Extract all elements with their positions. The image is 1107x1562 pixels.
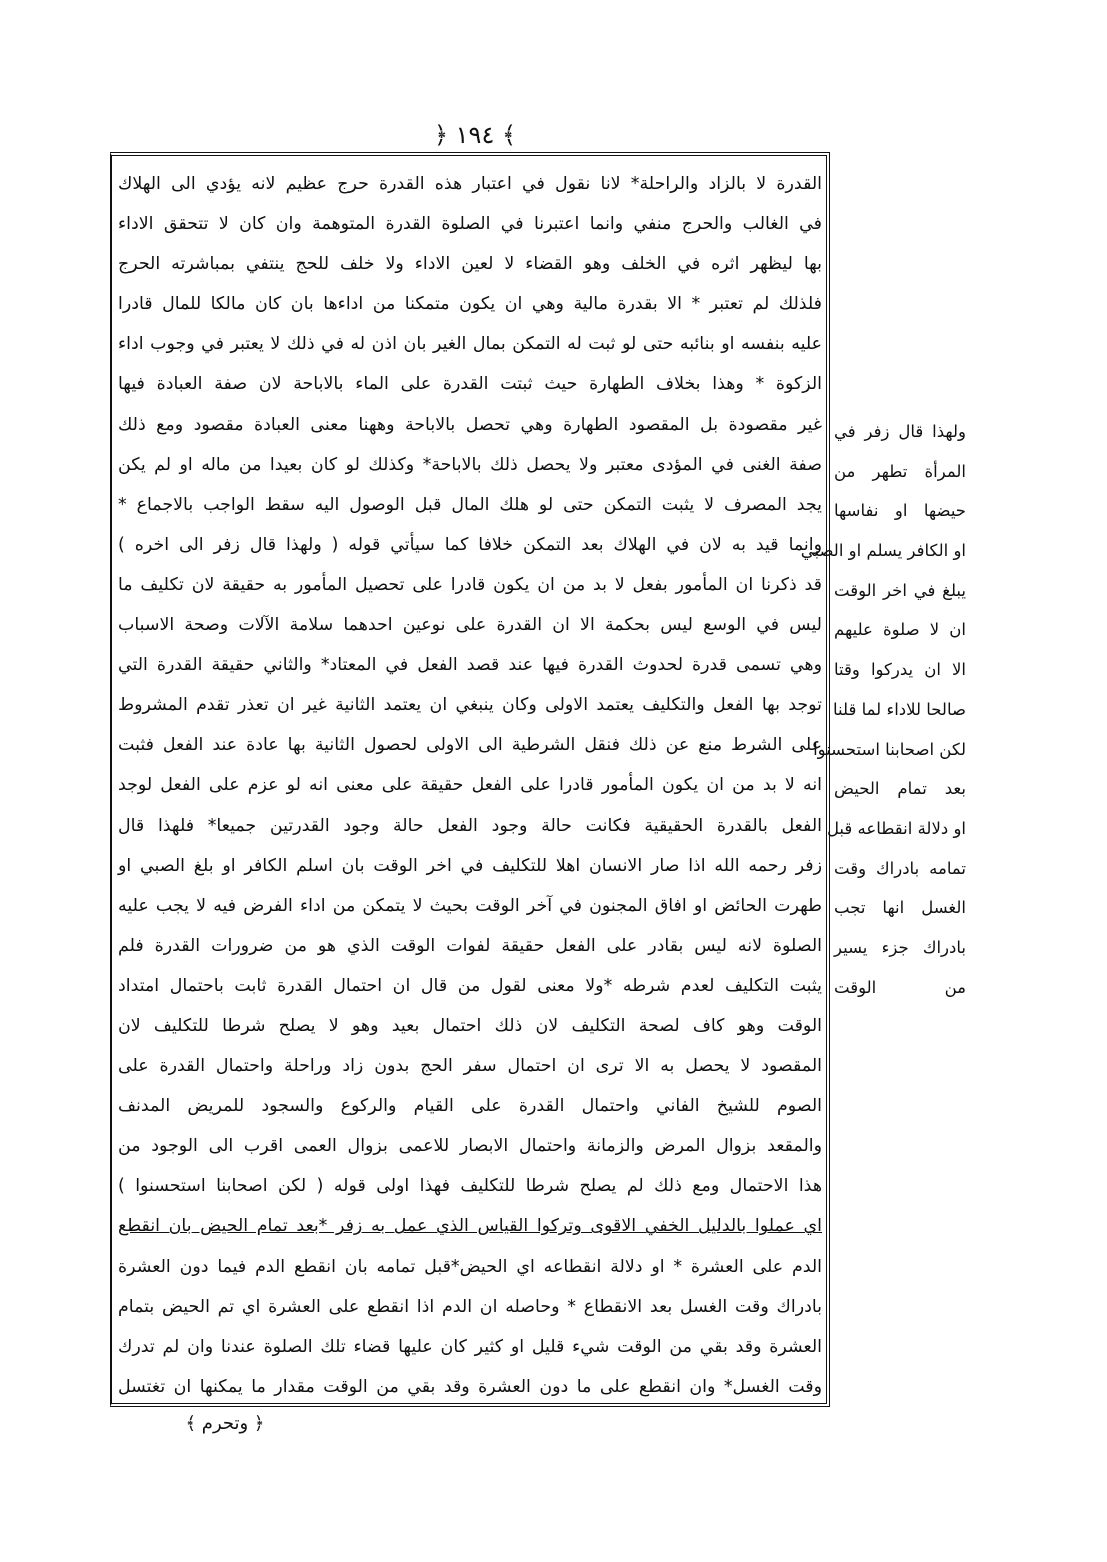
text-line: القدرة لا بالزاد والراحلة* لانا نقول في اعتبار هذه القدرة حرج عظيم لانه يؤدي الى الهلاك bbox=[118, 174, 822, 194]
text-line: ليس في الوسع ليس بحكمة الا ان القدرة على نوعين احدهما سلامة الآلات وصحة الاسباب bbox=[118, 615, 822, 636]
text-line: بها ليظهر اثره في الخلف وهو القضاء لا لعين الاداء ولا خلف للحج ينتفي بمباشرته الحرج bbox=[118, 254, 822, 275]
text-line: الزكوة * وهذا بخلاف الطهارة حيث ثبتت القدرة على الماء بالاباحة لان صفة العبادة فيها bbox=[118, 374, 822, 395]
margin-note-line: ان لا صلوة عليهم bbox=[834, 620, 966, 640]
margin-note-line: المرأة تطهر من bbox=[834, 461, 966, 481]
margin-note-line: يبلغ في اخر الوقت bbox=[834, 580, 966, 600]
text-line: يجد المصرف لا يثبت التمكن حتى لو هلك المال قبل الوصول اليه سقط الواجب بالاجماع * bbox=[118, 494, 822, 515]
text-line: توجد بها الفعل والتكليف يعتمد الاولى وكان ينبغي ان يعتمد الثانية غير ان تعذر تقدم المشروط bbox=[118, 695, 822, 716]
text-line: وانما قيد به لان في الهلاك بعد التمكن خلافا كما سيأتي قوله ( ولهذا قال زفر الى اخره ) bbox=[118, 534, 822, 555]
margin-note-line: لكن اصحابنا استحسنوا bbox=[813, 739, 966, 759]
text-line: وقت الغسل* وان انقطع على ما دون العشرة وقد بقي من الوقت مقدار ما يمكنها ان تغتسل bbox=[118, 1376, 822, 1397]
text-line: غير مقصودة بل المقصود الطهارة وهي تحصل بالاباحة وههنا معنى العبادة مقصود ومع ذلك bbox=[118, 414, 822, 435]
text-line: وهي تسمى قدرة لحدوث القدرة فيها عند قصد الفعل في المعتاد* والثاني حقيقة القدرة التي bbox=[118, 655, 822, 676]
main-text-block bbox=[118, 164, 822, 1407]
text-line: الصوم للشيخ الفاني واحتمال القدرة على القيام والركوع والسجود للمريض المدنف bbox=[118, 1096, 822, 1117]
text-line: يثبت التكليف لعدم شرطه *ولا معنى لقول من قال ان احتمال القدرة ثابت باحتمال امتداد bbox=[118, 975, 822, 996]
text-line: بادراك وقت الغسل بعد الانقطاع * وحاصله ان الدم اذا انقطع على العشرة اي تم الحيض بتمام bbox=[118, 1296, 822, 1317]
text-line: عليه بنفسه او بنائبه حتى لو ثبت له التمكن بمال الغير بان اذن له في ذلك لا يعتبر في وجوب اداء bbox=[118, 334, 822, 355]
text-line: زفر رحمه الله اذا صار الانسان اهلا للتكليف في اخر الوقت بان اسلم الكافر او بلغ الصبي او bbox=[118, 855, 822, 876]
text-line: الوقت وهو كاف لصحة التكليف لان ذلك احتمال بعيد وهو لا يصلح شرطا للتكليف لان bbox=[118, 1015, 822, 1036]
text-line: الصلوة لانه ليس بقادر على الفعل حقيقة لفوات الوقت الذي هو من ضرورات القدرة فلم bbox=[118, 935, 822, 956]
text-line: صفة الغنى في المؤدى معتبر ولا يحصل ذلك بالاباحة* وكذلك لو كان بعيدا من ماله او لم يكن bbox=[118, 454, 822, 475]
text-line: في الغالب والحرج منفي وانما اعتبرنا في الصلوة القدرة المتوهمة وان كان لا تتحقق الاداء bbox=[118, 214, 822, 235]
margin-note-line: الا ان يدركوا وقتا bbox=[834, 660, 966, 680]
margin-note bbox=[800, 412, 966, 1007]
margin-note-line: تمامه بادراك وقت bbox=[834, 858, 966, 878]
margin-note-line: من الوقت bbox=[834, 977, 966, 997]
margin-note-line: بادراك جزء يسير bbox=[834, 937, 966, 957]
text-line: قد ذكرنا ان المأمور بفعل لا بد من ان يكون قادرا على تحصيل المأمور به حقيقة لان تكليف ما bbox=[118, 574, 822, 595]
margin-note-line: صالحا للاداء لما قلنا bbox=[833, 699, 966, 719]
margin-note-line: ولهذا قال زفر في bbox=[834, 422, 966, 441]
text-line: على الشرط منع عن ذلك فنقل الشرطية الى الاولى لحصول الثانية بها عادة عند الفعل فثبت bbox=[118, 735, 822, 756]
margin-note-line: حيضها او نفاسها bbox=[834, 501, 966, 521]
text-line: الدم على العشرة * او دلالة انقطاعه اي الحيض*قبل تمامه بان انقطع الدم فيما دون العشرة bbox=[118, 1256, 822, 1277]
text-line: والمقعد بزوال المرض والزمانة واحتمال الابصار للاعمى بزوال العمى اقرب الى الوجود من bbox=[118, 1136, 822, 1157]
margin-note-line: بعد تمام الحيض bbox=[834, 779, 966, 799]
text-line: فلذلك لم تعتبر * الا بقدرة مالية وهي ان يكون متمكنا من اداءها بان كان مالكا للمال قادرا bbox=[118, 294, 822, 315]
text-line: المقصود لا يحصل به الا ترى ان احتمال سفر الحج بدون زاد وراحلة واحتمال القدرة على bbox=[118, 1056, 822, 1077]
margin-note-line: الغسل انها تجب bbox=[834, 898, 966, 918]
text-line: انه لا بد من ان يكون المأمور قادرا على الفعل حقيقة على معنى انه لو عزم على الفعل لوجد bbox=[118, 775, 822, 796]
text-line: هذا الاحتمال ومع ذلك لم يصلح شرطا للتكليف فهذا اولى قوله ( لكن اصحابنا استحسنوا ) bbox=[118, 1176, 822, 1197]
margin-note-line: او الكافر يسلم او الصبي bbox=[800, 541, 966, 561]
catchword: ﴿ وتحرم ﴾ bbox=[185, 1413, 265, 1434]
text-line: طهرت الحائض او افاق المجنون في آخر الوقت بحيث لا يتمكن من اداء الفرض فيه لا يجب عليه bbox=[118, 895, 822, 916]
text-line: اي عملوا بالدليل الخفي الاقوى وتركوا القياس الذي عمل به زفر *بعد تمام الحيض بان انقطع bbox=[118, 1216, 822, 1237]
text-line: العشرة وقد بقي من الوقت شيء قليل او كثير كان عليها قضاء تلك الصلوة عندنا وان لم تدرك bbox=[118, 1336, 822, 1357]
text-line: الفعل بالقدرة الحقيقية فكانت حالة وجود الفعل حالة وجود القدرتين جميعا* فلهذا قال bbox=[118, 815, 822, 836]
margin-note-line: او دلالة انقطاعه قبل bbox=[826, 818, 966, 838]
page-number: ﴿ ١٩٤ ﴾ bbox=[433, 121, 517, 149]
